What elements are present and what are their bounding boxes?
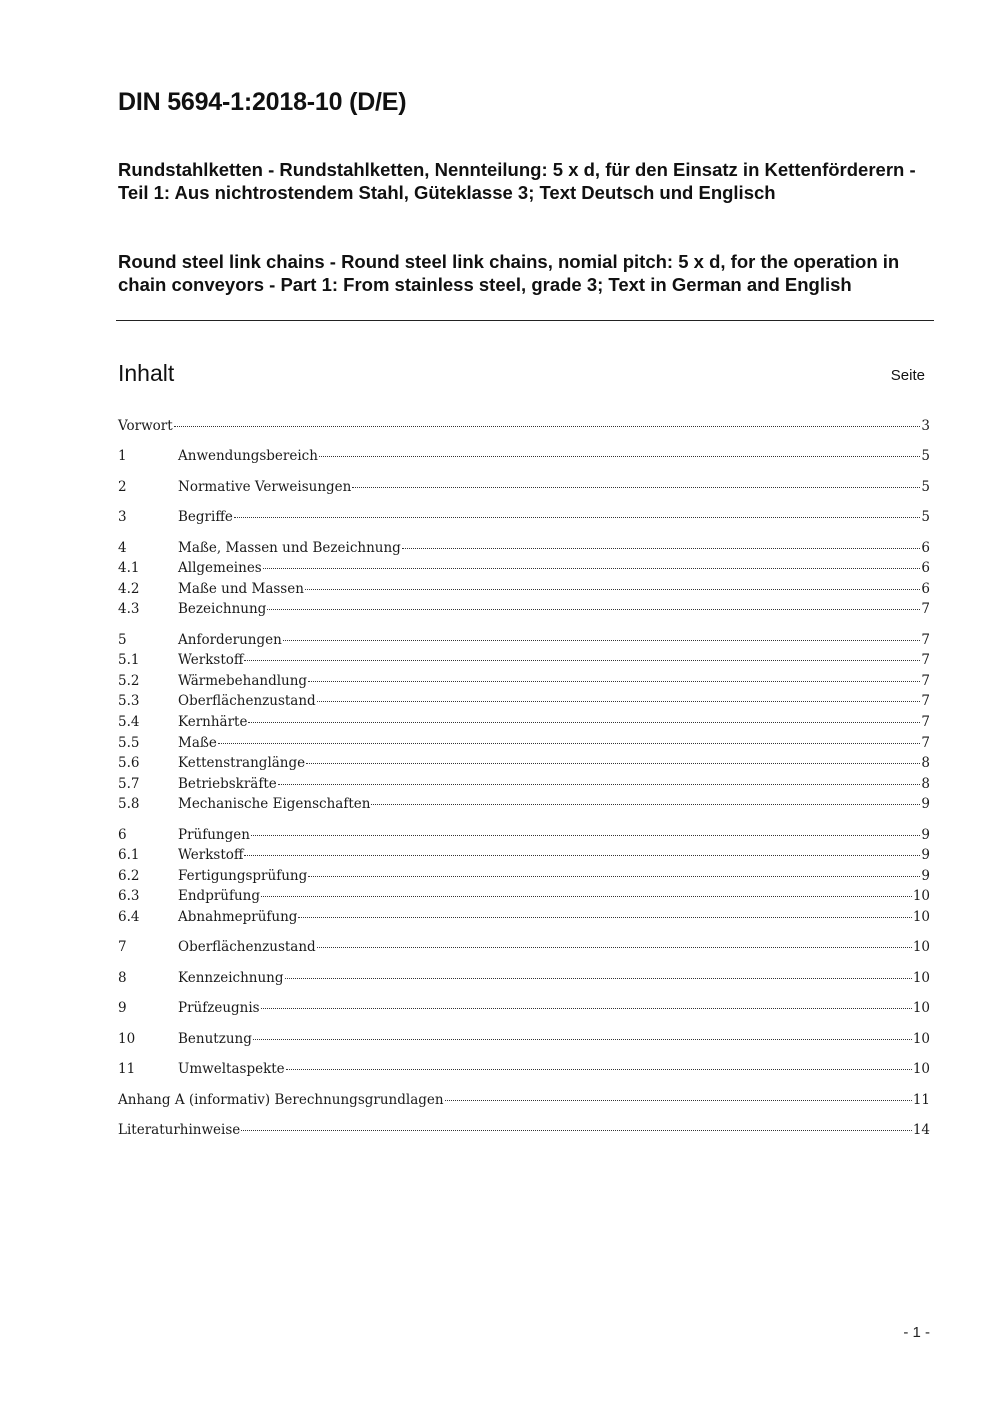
toc-entry-number: 5.5 xyxy=(118,735,140,751)
toc-entry[interactable] xyxy=(118,776,930,796)
toc-entry-page: 7 xyxy=(921,693,930,709)
toc-entry-number: 4.1 xyxy=(118,560,140,576)
toc-entry-title: Kettenstranglänge xyxy=(178,755,306,771)
toc-dot-leader xyxy=(283,639,921,641)
toc-entry-number: 11 xyxy=(118,1061,136,1077)
toc-entry-title: Kennzeichnung xyxy=(178,970,284,986)
toc-heading: Inhalt xyxy=(118,360,175,386)
toc-entry[interactable] xyxy=(118,1031,930,1051)
toc-entry[interactable] xyxy=(118,735,930,755)
toc-entry-number: 1 xyxy=(118,448,127,464)
document-code: DIN 5694-1:2018-10 (D/E) xyxy=(118,88,407,116)
toc-entry[interactable] xyxy=(118,1092,930,1112)
toc-entry-number: 4 xyxy=(118,540,127,556)
toc-entry-number: 4.2 xyxy=(118,581,140,597)
toc-dot-leader xyxy=(248,721,920,723)
title-divider xyxy=(116,320,934,321)
toc-entry-page: 10 xyxy=(912,1031,930,1047)
toc-entry[interactable] xyxy=(118,970,930,990)
toc-entry[interactable] xyxy=(118,601,930,621)
toc-entry[interactable] xyxy=(118,827,930,847)
toc-entry[interactable] xyxy=(118,909,930,929)
toc-entry-page: 10 xyxy=(912,888,930,904)
toc-dot-leader xyxy=(298,916,911,918)
toc-entry-title: Betriebskräfte xyxy=(178,776,277,792)
title-english: Round steel link chains - Round steel link chains, nomial pitch: 5 x d, for the operation in chain conveyors - Part 1: From stainless steel, grade 3; Text in German and English xyxy=(118,251,900,295)
toc-entry-page: 9 xyxy=(921,796,930,812)
toc-entry-number: 5.6 xyxy=(118,755,140,771)
toc-dot-leader xyxy=(278,783,921,785)
toc-entry-page: 10 xyxy=(912,939,930,955)
toc-entry[interactable] xyxy=(118,796,930,816)
toc-entry-number: 5.1 xyxy=(118,652,140,668)
toc-entry-page: 9 xyxy=(921,847,930,863)
toc-dot-leader xyxy=(306,762,920,764)
toc-entry-page: 10 xyxy=(912,970,930,986)
toc-entry[interactable] xyxy=(118,888,930,908)
toc-dot-leader xyxy=(251,834,920,836)
toc-entry-page: 8 xyxy=(921,776,930,792)
toc-entry[interactable] xyxy=(118,755,930,775)
toc-entry[interactable] xyxy=(118,448,930,468)
toc-dot-leader xyxy=(244,854,920,856)
toc-entry[interactable] xyxy=(118,479,930,499)
toc-entry-page: 10 xyxy=(912,1000,930,1016)
title-german: Rundstahlketten - Rundstahlketten, Nennteilung: 5 x d, für den Einsatz in Kettenförderern - Teil 1: Aus nichtrostendem Stahl, Güteklasse 3; Text Deutsch und Englisch xyxy=(118,159,916,203)
toc-entry-title: Prüfungen xyxy=(178,827,250,843)
toc-entry-page: 7 xyxy=(921,652,930,668)
toc-entry-page: 7 xyxy=(921,673,930,689)
toc-entry[interactable] xyxy=(118,581,930,601)
toc-entry-number: 6.4 xyxy=(118,909,140,925)
toc-entry-number: 8 xyxy=(118,970,127,986)
toc-entry-title: Anhang A (informativ) Berechnungsgrundlagen xyxy=(118,1092,444,1108)
toc-dot-leader xyxy=(244,659,920,661)
toc-entry[interactable] xyxy=(118,939,930,959)
toc-dot-leader xyxy=(261,1007,912,1009)
toc-entry[interactable] xyxy=(118,1000,930,1020)
toc-entry-number: 7 xyxy=(118,939,127,955)
toc-dot-leader xyxy=(308,875,920,877)
toc-entry-number: 6.1 xyxy=(118,847,140,863)
toc-entry[interactable] xyxy=(118,847,930,867)
toc-entry-number: 5.3 xyxy=(118,693,140,709)
toc-entry-title: Normative Verweisungen xyxy=(178,479,352,495)
toc-entry-number: 6 xyxy=(118,827,127,843)
toc-entry[interactable] xyxy=(118,509,930,529)
toc-dot-leader xyxy=(319,455,920,457)
toc-entry-title: Abnahmeprüfung xyxy=(178,909,298,925)
toc-dot-leader xyxy=(317,700,921,702)
toc-entry-title: Bezeichnung xyxy=(178,601,267,617)
toc-entry[interactable] xyxy=(118,1061,930,1081)
toc-entry-page: 10 xyxy=(912,1061,930,1077)
toc-entry-number: 6.2 xyxy=(118,868,140,884)
toc-entry[interactable] xyxy=(118,673,930,693)
toc-entry[interactable] xyxy=(118,652,930,672)
toc-entry-title: Endprüfung xyxy=(178,888,261,904)
toc-entry-title: Literaturhinweise xyxy=(118,1122,241,1138)
toc-entry-title: Umweltaspekte xyxy=(178,1061,285,1077)
toc-entry-page: 7 xyxy=(921,632,930,648)
toc-entry-title: Begriffe xyxy=(178,509,233,525)
toc-entry-title: Maße, Massen und Bezeichnung xyxy=(178,540,401,556)
toc-entry[interactable] xyxy=(118,693,930,713)
toc-entry-number: 10 xyxy=(118,1031,136,1047)
toc-entry-title: Anwendungsbereich xyxy=(178,448,318,464)
toc-entry-page: 6 xyxy=(921,560,930,576)
toc-dot-leader xyxy=(263,567,921,569)
toc-entry-page: 14 xyxy=(912,1122,930,1138)
toc-entry-title: Kernhärte xyxy=(178,714,248,730)
toc-entry[interactable] xyxy=(118,560,930,580)
toc-entry-page: 5 xyxy=(921,448,930,464)
toc-entry-title: Prüfzeugnis xyxy=(178,1000,260,1016)
toc-dot-leader xyxy=(317,946,912,948)
toc-dot-leader xyxy=(286,1068,912,1070)
toc-dot-leader xyxy=(218,742,921,744)
toc-entry[interactable] xyxy=(118,868,930,888)
toc-entry-number: 4.3 xyxy=(118,601,140,617)
toc-dot-leader xyxy=(174,425,921,427)
toc-entry-page: 7 xyxy=(921,714,930,730)
toc-entry-page: 3 xyxy=(921,418,930,434)
toc-entry-page: 9 xyxy=(921,868,930,884)
toc-entry-number: 5.7 xyxy=(118,776,140,792)
toc-entry-title: Wärmebehandlung xyxy=(178,673,308,689)
toc-entry-title: Oberflächenzustand xyxy=(178,693,316,709)
toc-entry-page: 10 xyxy=(912,909,930,925)
toc-dot-leader xyxy=(241,1129,912,1131)
toc-page-label: Seite xyxy=(890,367,925,384)
toc-dot-leader xyxy=(371,803,920,805)
toc-entry[interactable] xyxy=(118,418,930,438)
toc-entry-number: 5 xyxy=(118,632,127,648)
toc-dot-leader xyxy=(261,895,912,897)
toc-entry-page: 6 xyxy=(921,540,930,556)
toc-dot-leader xyxy=(308,680,920,682)
toc-entry-page: 5 xyxy=(921,509,930,525)
toc-dot-leader xyxy=(352,486,920,488)
toc-entry-page: 5 xyxy=(921,479,930,495)
toc-entry-number: 5.4 xyxy=(118,714,140,730)
toc-dot-leader xyxy=(285,977,912,979)
toc-entry-page: 7 xyxy=(921,601,930,617)
toc-entry-number: 9 xyxy=(118,1000,127,1016)
toc-entry[interactable] xyxy=(118,1122,930,1142)
toc-entry-page: 11 xyxy=(912,1092,930,1108)
toc-entry-title: Fertigungsprüfung xyxy=(178,868,308,884)
toc-entry-title: Benutzung xyxy=(178,1031,252,1047)
toc-entry-number: 2 xyxy=(118,479,127,495)
toc-entry-title: Anforderungen xyxy=(178,632,282,648)
toc-entry-title: Werkstoff xyxy=(178,652,244,668)
toc-entry[interactable] xyxy=(118,632,930,652)
toc-entry[interactable] xyxy=(118,714,930,734)
toc-entry-title: Maße xyxy=(178,735,217,751)
toc-entry-title: Mechanische Eigenschaften xyxy=(178,796,371,812)
toc-entry-page: 9 xyxy=(921,827,930,843)
page-number: - 1 - xyxy=(903,1324,930,1341)
toc-entry-title: Oberflächenzustand xyxy=(178,939,316,955)
toc-entry-number: 5.2 xyxy=(118,673,140,689)
toc-entry-number: 6.3 xyxy=(118,888,140,904)
toc-entry[interactable] xyxy=(118,540,930,560)
toc-dot-leader xyxy=(402,547,921,549)
toc-entry-number: 3 xyxy=(118,509,127,525)
toc-dot-leader xyxy=(234,516,921,518)
toc-dot-leader xyxy=(267,608,920,610)
toc-dot-leader xyxy=(253,1038,912,1040)
toc-entry-number: 5.8 xyxy=(118,796,140,812)
toc-entry-page: 6 xyxy=(921,581,930,597)
toc-entry-page: 8 xyxy=(921,755,930,771)
toc-entry-title: Allgemeines xyxy=(178,560,262,576)
toc-dot-leader xyxy=(445,1099,912,1101)
toc-entry-title: Werkstoff xyxy=(178,847,244,863)
toc-entry-title: Maße und Massen xyxy=(178,581,304,597)
toc-entry-title: Vorwort xyxy=(118,418,173,434)
toc-entry-page: 7 xyxy=(921,735,930,751)
toc-dot-leader xyxy=(305,588,921,590)
